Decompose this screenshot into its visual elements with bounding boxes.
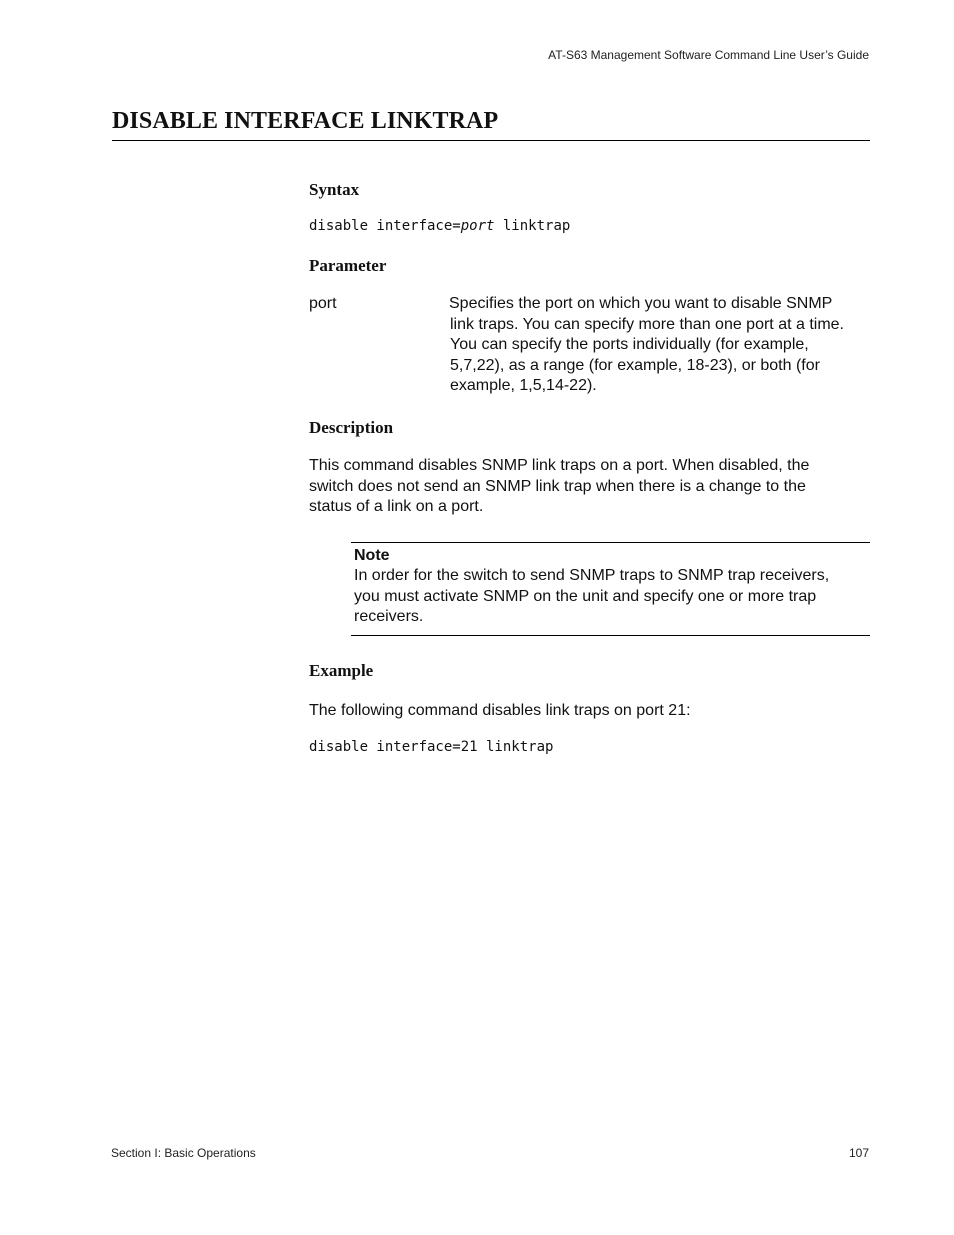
note-line: In order for the switch to send SNMP traps to SNMP trap receivers, [354, 567, 830, 584]
parameter-description-line: Specifies the port on which you want to disable SNMP [449, 295, 833, 312]
note-line: receivers. [354, 608, 424, 625]
parameter-description [449, 294, 874, 397]
example-intro: The following command disables link traps on port 21: [309, 702, 691, 719]
note-text [354, 566, 870, 628]
parameter-description-line: You can specify the ports individually (for example, [450, 336, 809, 353]
description-line: switch does not send an SNMP link trap when there is a change to the [309, 477, 806, 495]
note-line: you must activate SNMP on the unit and specify one or more trap [354, 587, 817, 605]
syntax-heading: Syntax [309, 180, 360, 199]
example-command: disable interface=21 linktrap [309, 739, 554, 755]
example-heading: Example [309, 661, 374, 680]
syntax-command-suffix: linktrap [494, 218, 571, 234]
description-line: This command disables SNMP link traps on a port. When disabled, the [309, 457, 810, 474]
syntax-command-prefix: disable interface= [309, 218, 461, 234]
note-box [351, 542, 870, 636]
parameter-description-line: link traps. You can specify more than one port at a time. [450, 315, 844, 333]
syntax-command-param: port [460, 218, 495, 234]
parameter-description-line: example, 1,5,14-22). [450, 377, 597, 394]
footer-section: Section I: Basic Operations [111, 1146, 256, 1160]
description-line: status of a link on a port. [309, 498, 484, 515]
running-header: AT-S63 Management Software Command Line User’s Guide [548, 48, 869, 62]
description-heading: Description [309, 418, 394, 437]
footer-page-number: 107 [848, 1146, 869, 1160]
syntax-command [309, 217, 570, 235]
parameter-heading: Parameter [309, 256, 387, 275]
parameter-description-line: 5,7,22), as a range (for example, 18-23), or both (for [450, 356, 820, 374]
note-label: Note [354, 547, 390, 564]
parameter-name: port [309, 295, 337, 312]
page-title: DISABLE INTERFACE LINKTRAP [112, 106, 870, 141]
description-text [309, 456, 874, 518]
